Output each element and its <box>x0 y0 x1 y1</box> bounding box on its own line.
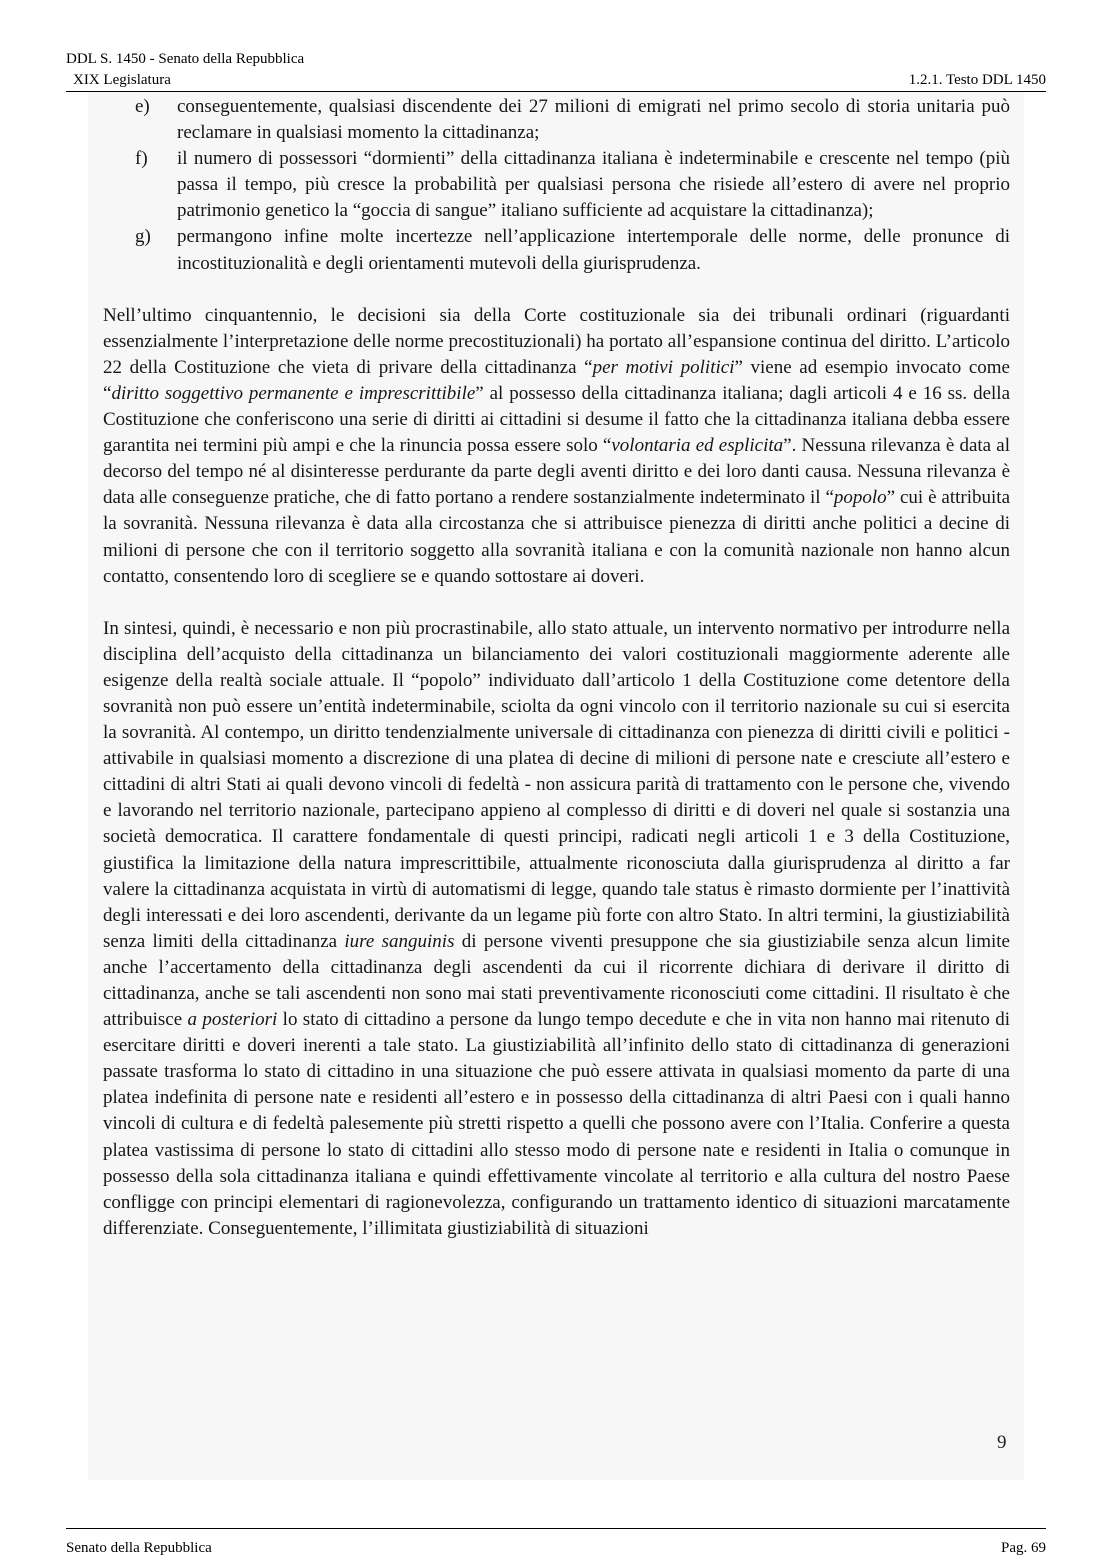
list-item-text: permangono infine molte incertezze nell’applicazione intertemporale delle norme, delle pronunce di incostituzionalità e degli orientamenti mutevoli della giurisprudenza. <box>177 226 1010 274</box>
list-item <box>103 94 1010 146</box>
list-item-label: e) <box>135 96 150 117</box>
header-section: 1.2.1. Testo DDL 1450 <box>908 72 1046 88</box>
document-body <box>103 94 1010 1242</box>
page-number: 9 <box>997 1432 1007 1453</box>
list-item-label: g) <box>135 226 151 248</box>
footer-left: Senato della Repubblica <box>66 1540 212 1556</box>
header-doc-title: DDL S. 1450 - Senato della Repubblica <box>66 51 305 67</box>
footer-page: Pag. 69 <box>1001 1540 1046 1556</box>
list-item-label: f) <box>135 148 148 170</box>
paragraph-summary: In sintesi, quindi, è necessario e non più procrastinabile, allo stato attuale, un intervento normativo per introdurre nella disciplina dell’acquisto della cittadinanza un bilanciamento dei valori costituzionali maggiormente aderente alle esigenze della realtà sociale attuale. Il “popolo” individuato dall’articolo 1 della Costituzione come detentore della sovranità non può essere un’entità indeterminabile, sciolta da ogni vincolo con il territorio nazionale su cui si esercita la sovranità. Al contempo, un diritto tendenzialmente universale di cittadinanza con pienezza di diritti civili e politici - attivabile in qualsiasi momento a discrezione di una platea di decine di milioni di persone nate e cresciute all’estero e cittadini di altri Stati ai quali devono vincoli di fedeltà - non assicura parità di trattamento con le persone che, vivendo e lavorando nel territorio nazionale, partecipano appieno al complesso di diritti e di doveri nel quale si sostanzia una società democratica. Il carattere fondamentale di questi principi, radicati negli articoli 1 e 3 della Costituzione, giustifica la limitazione della natura imprescrittibile, attualmente riconosciuta dalla giurisprudenza al diritto a far valere la cittadinanza acquistata in virtù di automatismi di legge, quando tale status è rimasto dormiente per l’inattività degli interessati e dei loro ascendenti, derivante da un legame più forte con altro Stato. In altri termini, la giustiziabilità senza limiti della cittadinanza iure sanguinis di persone viventi presuppone che sia giustiziabile senza alcun limite anche l’accertamento della cittadinanza degli ascendenti da cui il ricorrente dichiara di derivare il diritto di cittadinanza, anche se tali ascendenti non sono mai stati preventivamente riconosciuti come cittadini. Il risultato è che attribuisce a posteriori lo stato di cittadino a persone da lungo tempo decedute e che in vita non hanno mai ritenuto di esercitare diritti e doveri inerenti a tale stato. La giustiziabilità all’infinito dello stato di cittadinanza di generazioni passate trasforma lo stato di cittadino in una situazione che può essere attivata in qualsiasi momento da parte di una platea indefinita di persone nate e residenti all’estero e in possesso della cittadinanza di altri Paesi con i quali hanno vincoli di cultura e di fedeltà palesemente più stretti rispetto a quelli che possono avere con l’Italia. Conferire a questa platea vastissima di persone lo stato di cittadini allo stesso modo di persone nate e residenti in Italia o comunque in possesso della sola cittadinanza italiana e quindi effettivamente vincolate al territorio e alla cultura del nostro Paese confligge con principi elementari di ragionevolezza, configurando un trattamento identico di situazioni marcatamente differenziate. Conseguentemente, l’illimitata giustiziabilità di situazioni <box>103 617 1011 1239</box>
header-bar <box>66 71 1046 92</box>
list-item <box>103 146 1010 224</box>
paragraph-case-law: Nell’ultimo cinquantennio, le decisioni sia della Corte costituzionale sia dei tribunali ordinari (riguardanti essenzialmente l’interpretazione delle norme precostituzionali) ha portato all’espansione continua del diritto. L’articolo 22 della Costituzione che vieta di privare della cittadinanza “per motivi politici” viene ad esempio invocato come “diritto soggettivo permanente e imprescrittibile” al possesso della cittadinanza italiana; dagli articoli 4 e 16 ss. della Costituzione che conferiscono una serie di diritti ai cittadini si desume il fatto che la cittadinanza italiana debba essere garantita nei termini più ampi e che la rinuncia possa essere solo “volontaria ed esplicita”. Nessuna rilevanza è data al decorso del tempo né al disinteresse perdurante da parte degli aventi diritto e dei loro danti causa. Nessuna rilevanza è data alle conseguenze pratiche, che di fatto portano a rendere sostanzialmente indeterminato il “popolo” cui è attribuita la sovranità. Nessuna rilevanza è data alla circostanza che si attribuisce pienezza di diritti anche politici a decine di milioni di persone che con il territorio soggetto alla sovranità italiana e con la comunità nazionale non hanno alcun contatto, consentendo loro di scegliere se e quando sottostare ai doveri. <box>103 304 1011 587</box>
header-legislature: XIX Legislatura <box>73 72 171 88</box>
list-item-text: conseguentemente, qualsiasi discendente dei 27 milioni di emigrati nel primo secolo di storia unitaria può reclamare in qualsiasi momento la cittadinanza; <box>177 96 1010 144</box>
footer <box>66 1528 1046 1557</box>
list-item-text: il numero di possessori “dormienti” della cittadinanza italiana è indeterminabile e crescente nel tempo (più passa il tempo, più cresce la probabilità per qualsiasi persona che risiede all’estero di avere nel proprio patrimonio genetico la “goccia di sangue” italiano sufficiente ad acquistare la cittadinanza); <box>177 148 1010 222</box>
list-item <box>103 224 1010 276</box>
